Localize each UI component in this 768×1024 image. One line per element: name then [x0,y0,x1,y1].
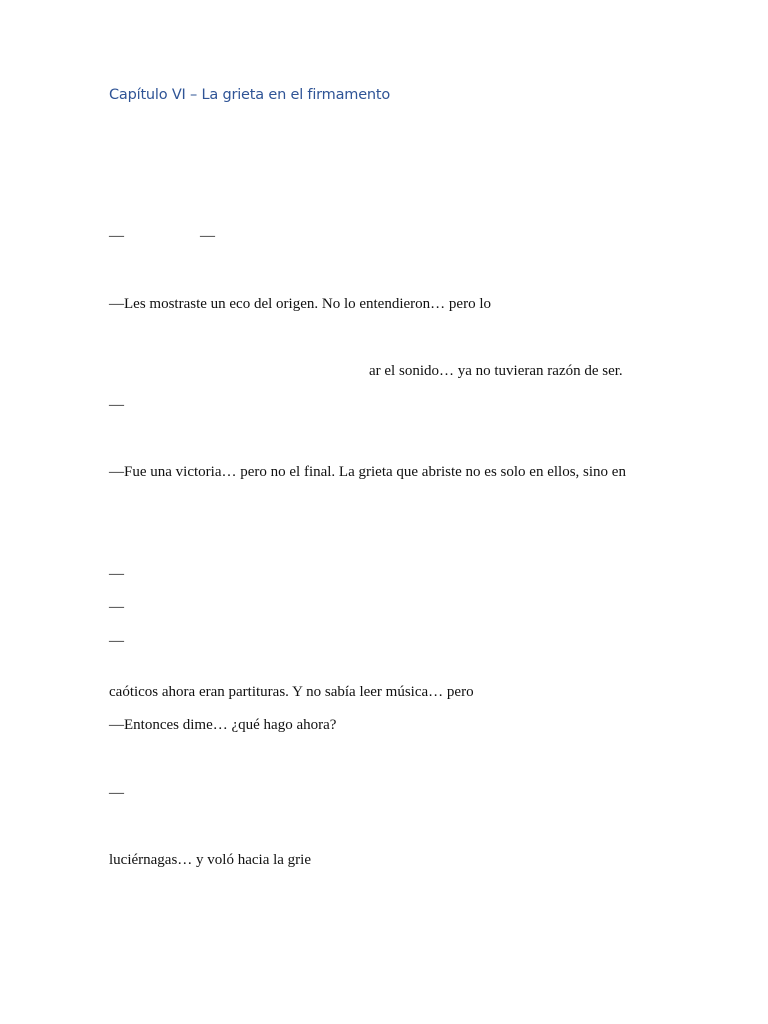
chapter-heading: Capítulo VI – La grieta en el firmamento [109,87,391,103]
text-line: —Fue una victoria… pero no el final. La grieta que abriste no es solo en ellos, sino en [109,464,626,480]
text-line-dash: — [109,397,124,413]
text-line: ar el sonido… ya no tuvieran razón de ser. [369,363,623,379]
text-line-dash: — [109,633,124,649]
text-line: —Entonces dime… ¿qué hago ahora? [109,717,337,733]
text-line-dash: — [109,228,124,244]
text-line: caóticos ahora eran partituras. Y no sabía leer música… pero [109,684,474,700]
text-line: —Les mostraste un eco del origen. No lo entendieron… pero lo [109,296,491,312]
text-line: luciérnagas… y voló hacia la grie [109,852,312,868]
text-line-dash: — [109,599,124,615]
text-line-dash: — [109,785,124,801]
text-line-dash: — [109,566,124,582]
text-line-dash: — [200,228,215,244]
